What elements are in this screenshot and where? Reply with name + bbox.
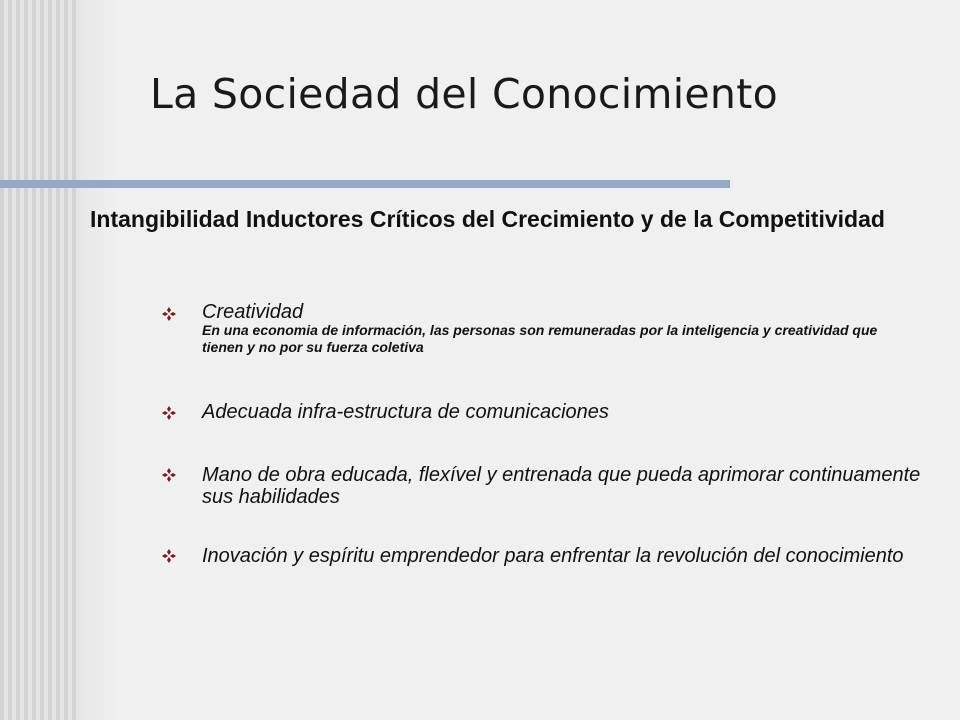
diamond-bullet-icon (162, 549, 176, 563)
bullet-item (162, 402, 922, 464)
bullet-item (162, 545, 922, 567)
decorative-stripes-fade (80, 0, 120, 720)
diamond-bullet-icon (162, 406, 176, 420)
bullet-main-text: Creatividad (202, 301, 304, 323)
title-divider (0, 180, 730, 188)
decorative-stripes (0, 0, 80, 720)
diamond-bullet-icon (162, 307, 176, 321)
bullet-main-text: Adecuada infra-estructura de comunicaciones (202, 401, 609, 423)
slide-title: La Sociedad del Conocimiento (150, 70, 778, 118)
slide-subtitle: Intangibilidad Inductores Críticos del Crecimiento y de la Competitividad (90, 206, 885, 232)
bullet-list (162, 302, 922, 567)
bullet-main-text: Mano de obra educada, flexível y entrenada que pueda aprimorar continuamente sus habilidades (202, 464, 921, 508)
bullet-item (162, 464, 922, 545)
bullet-detail-text: En una economia de información, las personas son remuneradas por la inteligencia y creatividad que tienen y no por su fuerza coletiva (202, 322, 878, 355)
bullet-item (162, 302, 922, 402)
diamond-bullet-icon (162, 468, 176, 482)
bullet-main-text: Inovación y espíritu emprendedor para enfrentar la revolución del conocimiento (202, 545, 904, 567)
